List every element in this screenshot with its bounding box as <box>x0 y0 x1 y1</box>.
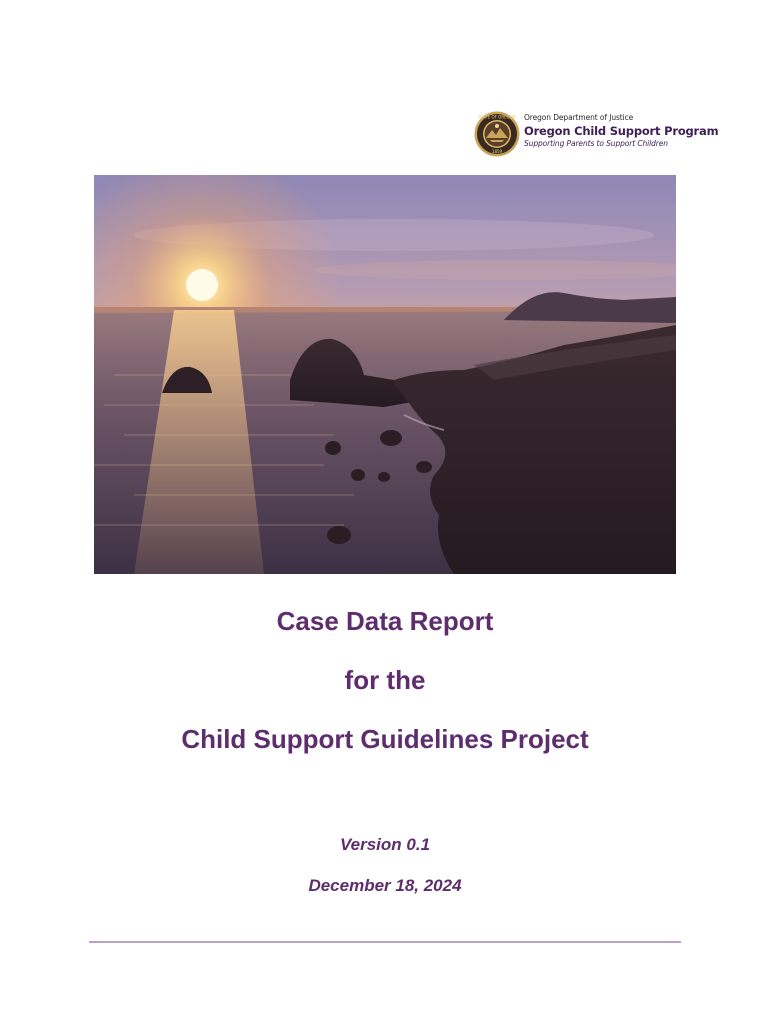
project-name: Child Support Guidelines Project <box>181 724 589 754</box>
report-title: Case Data Report <box>276 606 494 636</box>
program-tagline: Supporting Parents to Support Children <box>524 139 668 148</box>
svg-text:STATE OF OREGON: STATE OF OREGON <box>478 114 516 120</box>
report-date: December 18, 2024 <box>308 876 462 895</box>
footer-divider <box>89 941 681 943</box>
svg-text:1859: 1859 <box>491 149 503 154</box>
department-name: Oregon Department of Justice <box>524 113 634 122</box>
version-label: Version 0.1 <box>339 835 431 854</box>
program-name: Oregon Child Support Program <box>524 124 719 138</box>
report-title-connector: for the <box>344 665 426 695</box>
logo-text <box>524 113 719 149</box>
oregon-state-seal-icon <box>474 111 520 157</box>
header-logo <box>474 111 719 159</box>
coastal-sunset-photo <box>94 175 676 574</box>
